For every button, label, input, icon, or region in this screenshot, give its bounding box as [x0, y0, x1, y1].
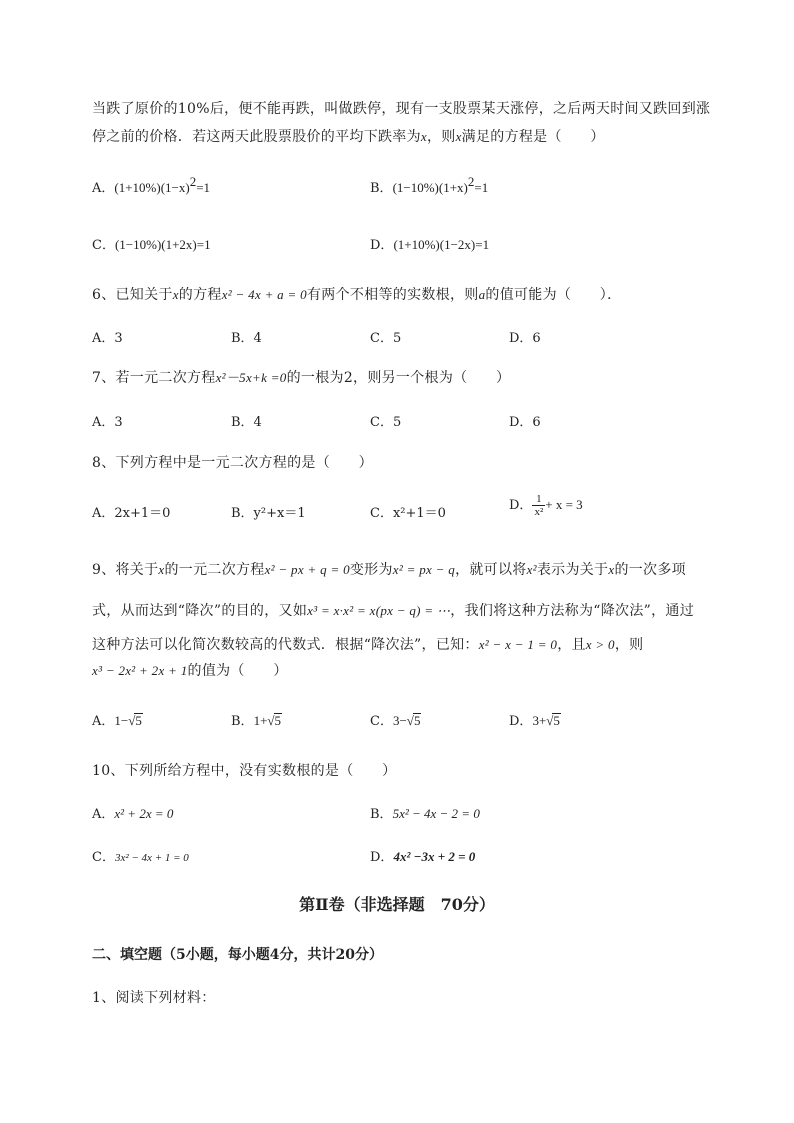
q7-option-c[interactable]: C．5: [370, 415, 402, 430]
q9-option-c[interactable]: C．3−√5: [370, 713, 421, 729]
q7-option-b[interactable]: B．4: [231, 415, 262, 430]
q9-line3: 这种方法可以化简次数较高的代数式．根据“降次法”，已知：x² − x − 1 = 0，且x > 0，则: [92, 637, 644, 653]
q6-stem: 6、已知关于x的方程x² − 4x + a = 0有两个不相等的实数根，则a的值可能为（ ）．: [92, 287, 622, 303]
q8-option-a[interactable]: A．2x+1＝0: [92, 506, 171, 521]
q10-option-c[interactable]: C．3x² − 4x + 1 = 0: [92, 850, 189, 865]
q9-option-a[interactable]: A．1−√5: [92, 713, 142, 729]
q6-option-b[interactable]: B．4: [231, 331, 262, 346]
q8-option-d[interactable]: D． $\frac{1}{\text{x²}}$ + x = 3: [509, 493, 583, 518]
q6-option-c[interactable]: C．5: [370, 331, 402, 346]
q10-stem: 10、下列所给方程中，没有实数根的是（ ）: [92, 763, 397, 779]
q9-line1: 9、将关于x的一元二次方程x² − px + q = 0变形为x² = px − q，就可以将x²表示为关于x的一次多项: [92, 562, 686, 578]
q8-option-c[interactable]: C．x²+1＝0: [370, 506, 446, 521]
q9-option-b[interactable]: B．1+√5: [231, 713, 282, 729]
q5-option-a[interactable]: A．$(1+10\%)(1-x)^2=1$: [92, 174, 211, 196]
q9-option-d[interactable]: D．3+√5: [509, 713, 560, 729]
q7-option-a[interactable]: A．3: [92, 415, 123, 430]
fill-q1-stem: 1、阅读下列材料：: [92, 990, 216, 1006]
q5-line2: 停之前的价格．若这两天此股票股价的平均下跌率为x，则x满足的方程是（ ）: [92, 129, 605, 145]
q8-option-b[interactable]: B．y²+x＝1: [231, 506, 306, 521]
q10-option-a[interactable]: A．x² + 2x = 0: [92, 806, 174, 822]
part-heading: 二、填空题（5小题，每小题4分，共计20分）: [92, 947, 383, 963]
q6-option-a[interactable]: A．3: [92, 331, 123, 346]
q5-option-d[interactable]: D．(1+10%)(1−2x)=1: [370, 237, 490, 253]
q10-option-b[interactable]: B．5x² − 4x − 2 = 0: [370, 806, 480, 822]
section-title: 第Ⅱ卷（非选择题 70分）: [299, 895, 495, 914]
q5-line1: 当跌了原价的10%后，便不能再跌，叫做跌停，现有一支股票某天涨停，之后两天时间又跌回到涨: [92, 101, 711, 117]
q7-option-d[interactable]: D．6: [509, 415, 541, 430]
q9-line2: 式，从而达到“降次”的目的，又如x³ = x·x² = x(px − q) = ⋯，我们将这种方法称为“降次法”，通过: [92, 603, 694, 619]
q5-option-c[interactable]: C．(1−10%)(1+2x)=1: [92, 237, 211, 253]
q5-option-b[interactable]: B．$(1-10\%)(1+x)^2=1$: [370, 174, 489, 196]
q7-stem: 7、若一元二次方程x²－5x+k =0的一根为2，则另一个根为（ ）: [92, 370, 511, 386]
q6-option-d[interactable]: D．6: [509, 331, 541, 346]
fraction: $\frac{1}{\text{x²}}$: [534, 493, 544, 518]
q10-option-d[interactable]: D．4x² −3x + 2 = 0: [370, 849, 476, 865]
q8-stem: 8、下列方程中是一元二次方程的是（ ）: [92, 455, 373, 471]
q9-line4: x³ − 2x² + 2x + 1的值为（ ）: [92, 663, 288, 679]
